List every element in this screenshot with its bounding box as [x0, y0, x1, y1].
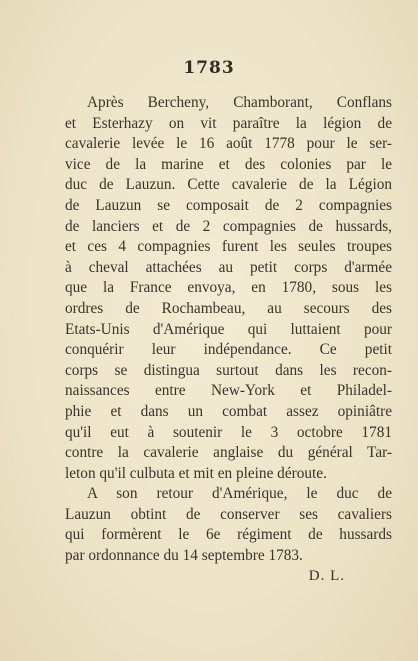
text-line: et Esterhazy on vit paraître la légion de — [65, 114, 392, 132]
text-line: corps se distingua surtout dans les recon- — [65, 361, 392, 379]
text-line: duc de Lauzun. Cette cavalerie de la Légion — [65, 176, 392, 194]
signature: D. L. — [308, 568, 345, 584]
text-line: de Lauzun se composait de 2 compagnies — [65, 196, 392, 214]
text-line: phie et dans un combat assez opiniâtre — [65, 402, 392, 420]
text-line: qui formèrent le 6e régiment de hussards — [65, 526, 392, 544]
text-line: Etats-Unis d'Amérique qui luttaient pour — [65, 320, 392, 338]
text-line: cavalerie levée le 16 août 1778 pour le ser- — [65, 135, 392, 153]
text-line: qu'il eut à soutenir le 3 octobre 1781 — [65, 423, 392, 441]
text-line: vice de la marine et des colonies par le — [65, 155, 392, 173]
text-line: et ces 4 compagnies furent les seules troupes — [65, 238, 392, 256]
text-line: Lauzun obtint de conserver ses cavaliers — [65, 505, 392, 523]
body-text — [65, 93, 392, 567]
text-line: conquérir leur indépendance. Ce petit — [65, 341, 392, 359]
text-line: par ordonnance du 14 septembre 1783. — [65, 547, 303, 565]
text-line: Après Bercheny, Chamborant, Conflans — [87, 94, 392, 111]
text-line: naissances entre New-York et Philadel- — [65, 382, 392, 400]
text-line: ordres de Rochambeau, au secours des — [65, 299, 392, 317]
text-line: A son retour d'Amérique, le duc de — [87, 485, 392, 503]
page-title: 1783 — [183, 58, 235, 78]
text-line: que la France envoya, en 1780, sous les — [65, 279, 392, 297]
text-line: de lanciers et de 2 compagnies de hussards, — [65, 217, 392, 235]
text-line: à cheval attachées au petit corps d'armée — [65, 258, 392, 276]
text-line: contre la cavalerie anglaise du général Tar- — [65, 444, 392, 462]
text-line: leton qu'il culbuta et mit en pleine déroute. — [65, 464, 327, 482]
